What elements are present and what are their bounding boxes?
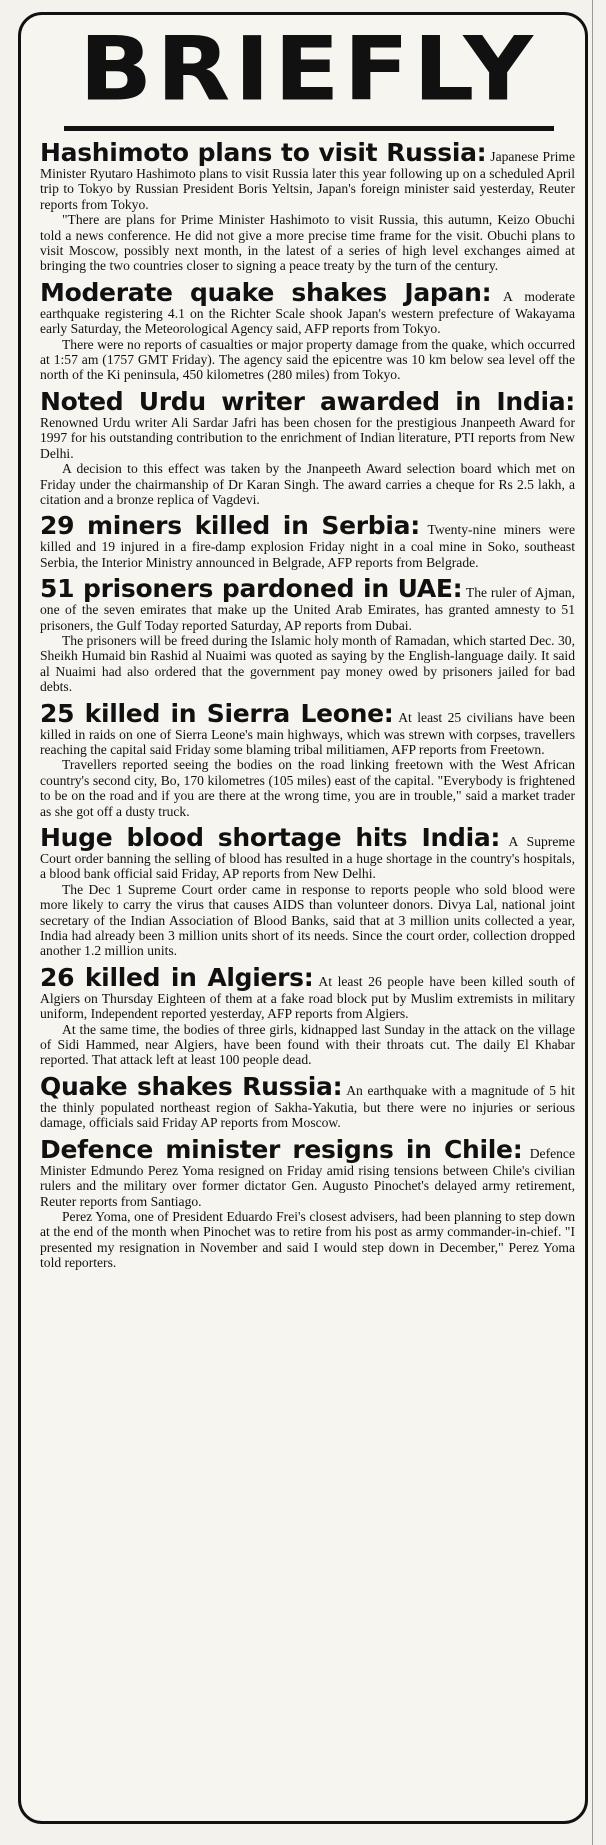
story-headline: Noted Urdu writer awarded in India: — [40, 386, 575, 416]
story-lead-text: The ruler of Ajman, one of the seven emirates that make up the United Arab Emirates, has granted amnesty to 51 prisoners, the Gulf Today reported Saturday, AP reports from Dubai. — [40, 585, 575, 633]
story-lead-text: Twenty-nine miners were killed and 19 injured in a fire-damp explosion Friday night in a coal mine in Soko, southeast Serbia, the Interior Ministry announced in Belgrade, AFP reports from Belgrade. — [40, 522, 575, 570]
news-brief — [40, 962, 575, 1068]
news-brief — [40, 698, 575, 819]
story-body-paragraph: "There are plans for Prime Minister Hashimoto to visit Russia, this autumn, Keizo Obuchi told a news conference. He did not give a more precise time frame for the visit. Obuchi plans to visit Moscow, possibly next month, in the latest of a series of high level exchanges aimed at bringing the two countries closer to signing a peace treaty by the turn of the century. — [40, 212, 575, 274]
story-body-paragraph: Perez Yoma, one of President Eduardo Frei's closest advisers, had been planning to step down at the end of the month when Pinochet was to retire from his post as army commander-in-chief. "I presented my resignation in November and said I would step down in December," Perez Yoma told reporters. — [40, 1208, 575, 1271]
news-brief — [40, 386, 575, 507]
story-lead-paragraph — [40, 140, 575, 212]
masthead-title: BRIEFLY — [79, 17, 537, 121]
story-lead-text: At least 25 civilians have been killed in raids on one of Sierra Leone's main highways, which was strewn with corpses, travellers reaching the capital said Friday some blaming tribal militiamen, AFP reports from Freetown. — [40, 709, 575, 757]
story-lead-paragraph — [40, 825, 575, 882]
story-lead-paragraph — [40, 1071, 575, 1131]
story-lead-text: An earthquake with a magnitude of 5 hit the thinly populated northeast region of Sakha-Yakutia, but there were no injuries or serious damage, officials said Friday AP reports from Moscow. — [40, 1082, 575, 1131]
story-lead-paragraph — [40, 576, 575, 633]
story-lead-text: A Supreme Court order banning the selling of blood has resulted in a huge shortage in the country's hospitals, a blood bank official said Friday, AP reports from New Delhi. — [40, 834, 575, 882]
news-brief — [40, 140, 575, 274]
masthead — [58, 17, 558, 121]
adjacent-column-edge — [592, 0, 606, 1845]
story-lead-text: At least 26 people have been killed south of Algiers on Thursday Eighteen of them at a fake road block put by Muslim extremists in military uniform, Independent reported yesterday, AFP reports from Algiers. — [40, 973, 575, 1022]
news-brief — [40, 277, 575, 383]
story-lead-paragraph — [40, 513, 575, 570]
news-brief — [40, 825, 575, 959]
story-lead-paragraph — [40, 962, 575, 1022]
story-body-paragraph: The Dec 1 Supreme Court order came in response to reports people who sold blood were more likely to carry the virus that causes AIDS than volunteer donors. Divya Lal, national joint secretary of the Indian Association of Blood Banks, said that at 3 million units collected a year, India had already been 3 million units short of its needs. Since the court order, collection dropped another 1.2 million units. — [40, 881, 575, 959]
story-body-paragraph: A decision to this effect was taken by the Jnanpeeth Award selection board which met on Friday under the chairmanship of Dr Karan Singh. The award carries a cheque for Rs 2.5 lakh, a citation and a bronze replica of Vagdevi. — [40, 461, 575, 507]
story-headline: Moderate quake shakes Japan: — [40, 277, 492, 307]
story-lead-paragraph — [40, 386, 575, 461]
news-brief — [40, 576, 575, 694]
stories-column — [40, 140, 575, 1277]
story-headline: Hashimoto plans to visit Russia: — [40, 138, 487, 167]
story-headline: Huge blood shortage hits India: — [40, 823, 501, 852]
story-lead-text: Renowned Urdu writer Ali Sardar Jafri has been chosen for the prestigious Jnanpeeth Award for 1997 for his outstanding contribution to the enrichment of Indian literature, PTI reports from New Delhi. — [40, 414, 575, 461]
story-headline: 25 killed in Sierra Leone: — [40, 698, 394, 728]
story-lead-text: Defence Minister Edmundo Perez Yoma resigned on Friday amid rising tensions between Chile's civilian rulers and the military over former dictator Gen. Augusto Pinochet's delayed army retirement, Reuter reports from Santiago. — [40, 1145, 575, 1209]
story-lead-paragraph — [40, 277, 575, 337]
story-headline: Quake shakes Russia: — [40, 1071, 343, 1101]
story-lead-paragraph — [40, 698, 575, 758]
story-body-paragraph: At the same time, the bodies of three girls, kidnapped last Sunday in the attack on the village of Sidi Hammed, near Algiers, have been found with their throats cut. The daily El Khabar reported. That attack left at least 100 people dead. — [40, 1021, 575, 1068]
news-brief — [40, 1071, 575, 1131]
story-lead-paragraph — [40, 1134, 575, 1209]
story-body-paragraph: There were no reports of casualties or major property damage from the quake, which occurred at 1:57 am (1757 GMT Friday). The agency said the epicentre was 10 km below sea level off the north of the Ki peninsula, 450 kilometres (280 miles) from Tokyo. — [40, 336, 575, 383]
story-headline: 29 miners killed in Serbia: — [40, 511, 420, 541]
story-headline: Defence minister resigns in Chile: — [40, 1134, 523, 1164]
story-lead-text: Japanese Prime Minister Ryutaro Hashimoto plans to visit Russia later this year following up on a scheduled April trip to Tokyo by Russian President Boris Yeltsin, Japan's foreign minister said yesterday, Reuter reports from Tokyo. — [40, 149, 575, 212]
story-body-paragraph: The prisoners will be freed during the Islamic holy month of Ramadan, which started Dec. 30, Sheikh Humaid bin Rashid al Nuaimi was quoted as saying by the English-language daily. It said al Nuaimi had also ordered that the government pay money owed by prisoners jailed for bad debts. — [40, 632, 575, 695]
story-body-paragraph: Travellers reported seeing the bodies on the road linking freetown with the West African country's second city, Bo, 170 kilometres (105 miles) east of the capital. "Everybody is frightened to be on the road and if you are there at the wrong time, you are in trouble," said a market trader as she got off a dusty truck. — [40, 757, 575, 819]
story-headline: 26 killed in Algiers: — [40, 962, 314, 992]
news-brief — [40, 513, 575, 570]
masthead-rule — [64, 126, 554, 131]
story-headline: 51 prisoners pardoned in UAE: — [40, 574, 463, 604]
story-lead-text: A moderate earthquake registering 4.1 on the Richter Scale shook Japan's western prefecture of Wakayama early Saturday, the Meteorological Agency said, AFP reports from Tokyo. — [40, 288, 575, 337]
news-brief — [40, 1134, 575, 1271]
